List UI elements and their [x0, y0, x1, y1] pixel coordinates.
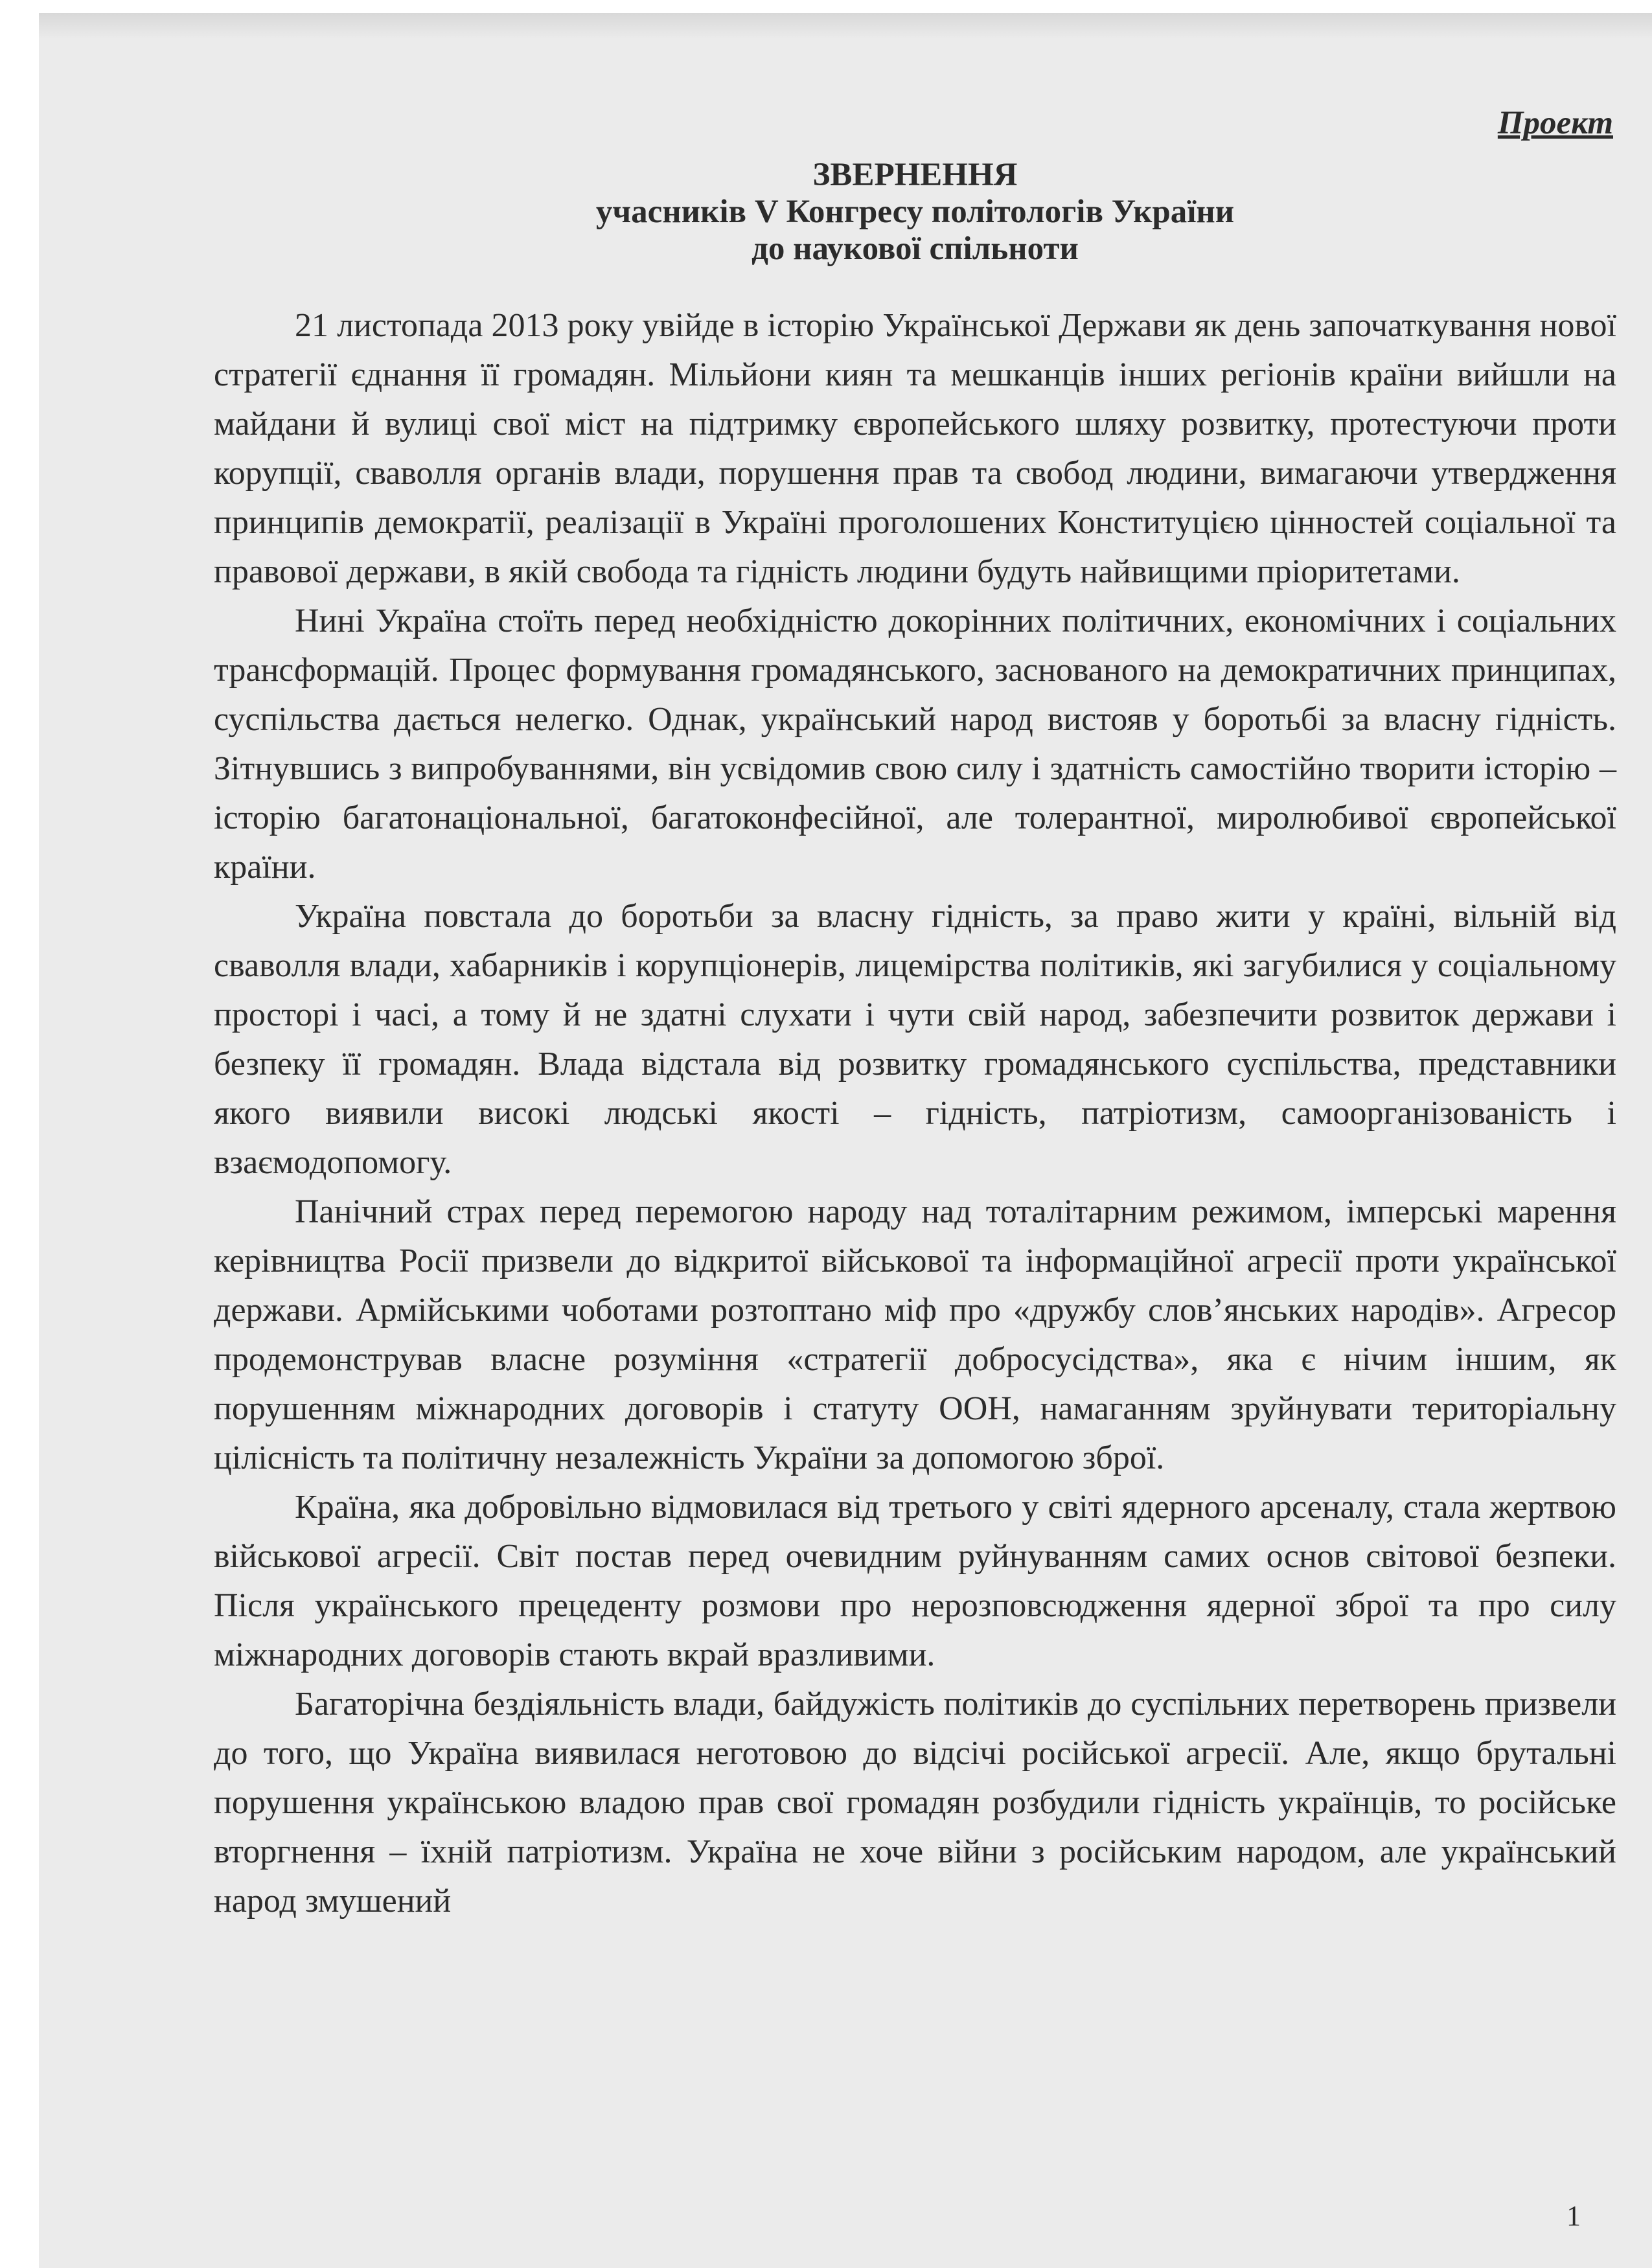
document-subtitle-line2: до наукової спільноти [751, 231, 1079, 267]
title-block [214, 157, 1616, 268]
paragraph: Україна повстала до боротьби за власну гідність, за право жити у країні, вільній від сваволля влади, хабарників і корупціонерів, лицемірства політиків, які загубилися у соціальному просторі і часі, а тому й не здатні слухати і чути свій народ, забезпечити розвиток держави і безпеку її громадян. Влада відстала від розвитку громадянського суспільства, представники якого виявили високі людські якості – гідність, патріотизм, самоорганізованість і взаємодопомогу. [214, 898, 1616, 1181]
body-text [214, 301, 1616, 1926]
scan-shadow [39, 13, 1652, 39]
document-title: ЗВЕРНЕННЯ [812, 157, 1018, 193]
page-number: 1 [1566, 2200, 1581, 2232]
draft-label: Проект [1497, 105, 1613, 141]
paragraph: Нині Україна стоїть перед необхідністю докорінних політичних, економічних і соціальних трансформацій. Процес формування громадянського, заснованого на демократичних принципах, суспільства дається нелегко. Однак, український народ вистояв у боротьбі за власну гідність. Зітнувшись з випробуваннями, він усвідомив свою силу і здатність самостійно творити історію – історію багатонаціональної, багатоконфесійної, але толерантної, миролюбивої європейської країни. [214, 602, 1616, 886]
scanned-page [39, 13, 1652, 2268]
document-subtitle-line1: учасників V Конгресу політологів України [595, 194, 1235, 230]
paragraph: 21 листопада 2013 року увійде в історію Української Держави як день започаткування нової стратегії єднання її громадян. Мільйони киян та мешканців інших регіонів країни вийшли на майдани й вулиці свої міст на підтримку європейського шляху розвитку, протестуючи проти корупції, сваволля органів влади, порушення прав та свобод людини, вимагаючи утвердження принципів демократії, реалізації в Україні проголошених Конституцією цінностей соціальної та правової держави, в якій свобода та гідність людини будуть найвищими пріоритетами. [214, 307, 1616, 590]
paragraph: Багаторічна бездіяльність влади, байдужість політиків до суспільних перетворень призвели до того, що Україна виявилася неготовою до відсічі російської агресії. Але, якщо брутальні порушення українською владою прав свої громадян розбудили гідність українців, то російське вторгнення – їхній патріотизм. Україна не хоче війни з російським народом, але український народ змушений [214, 1686, 1616, 1919]
page-content [214, 104, 1616, 1926]
paragraph: Країна, яка добровільно відмовилася від третього у світі ядерного арсеналу, стала жертвою військової агресії. Світ постав перед очевидним руйнуванням самих основ світової безпеки. Після українського прецеденту розмови про нерозповсюдження ядерної зброї та про силу міжнародних договорів стають вкрай вразливими. [214, 1489, 1616, 1673]
paragraph: Панічний страх перед перемогою народу над тоталітарним режимом, імперські марення керівництва Росії призвели до відкритої військової та інформаційної агресії проти української держави. Армійськими чоботами розтоптано міф про «дружбу слов’янських народів». Агресор продемонстрував власне розуміння «стратегії добросусідства», яка є нічим іншим, як порушенням міжнародних договорів і статуту ООН, намаганням зруйнувати територіальну цілісність та політичну незалежність України за допомогою зброї. [214, 1193, 1616, 1476]
